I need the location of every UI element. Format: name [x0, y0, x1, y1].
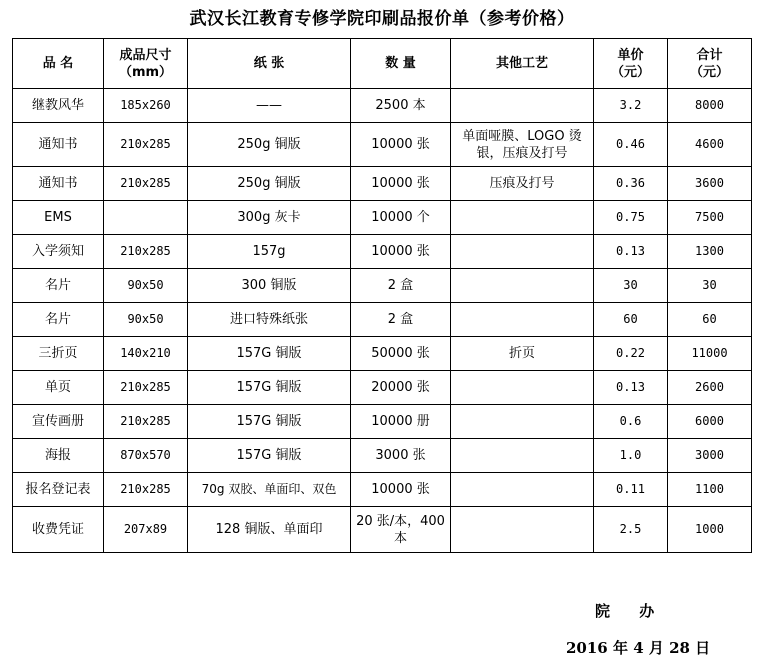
- header-name: 品 名: [13, 39, 104, 89]
- cell-quantity: 2 盒: [351, 269, 451, 303]
- cell-process: [451, 405, 594, 439]
- cell-unit-price: 0.6: [594, 405, 668, 439]
- cell-quantity: 20 张/本，400 本: [351, 507, 451, 553]
- cell-unit-price: 1.0: [594, 439, 668, 473]
- cell-size: 140x210: [104, 337, 188, 371]
- cell-paper: 157G 铜版: [188, 371, 351, 405]
- table-row: [13, 89, 752, 123]
- cell-total: 4600: [668, 123, 752, 167]
- header-size: [104, 39, 188, 89]
- table-row: [13, 371, 752, 405]
- table-row: [13, 235, 752, 269]
- cell-name: 单页: [13, 371, 104, 405]
- cell-total: 3600: [668, 167, 752, 201]
- cell-name: 通知书: [13, 167, 104, 201]
- header-size-line2: （mm）: [118, 64, 173, 80]
- header-quantity: 数 量: [351, 39, 451, 89]
- cell-process: [451, 89, 594, 123]
- cell-size: 210x285: [104, 473, 188, 507]
- cell-quantity: 3000 张: [351, 439, 451, 473]
- cell-total: 6000: [668, 405, 752, 439]
- header-total: [668, 39, 752, 89]
- cell-name: 宣传画册: [13, 405, 104, 439]
- cell-unit-price: 0.36: [594, 167, 668, 201]
- cell-quantity: 10000 个: [351, 201, 451, 235]
- cell-total: 7500: [668, 201, 752, 235]
- cell-name: 海报: [13, 439, 104, 473]
- header-total-line1: 合计: [696, 47, 723, 63]
- cell-total: 60: [668, 303, 752, 337]
- cell-unit-price: 2.5: [594, 507, 668, 553]
- cell-name: 继教风华: [13, 89, 104, 123]
- cell-total: 1000: [668, 507, 752, 553]
- cell-process: [451, 235, 594, 269]
- cell-unit-price: 0.22: [594, 337, 668, 371]
- cell-paper: 157G 铜版: [188, 337, 351, 371]
- cell-total: 1100: [668, 473, 752, 507]
- cell-quantity: 10000 张: [351, 235, 451, 269]
- table-row: [13, 507, 752, 553]
- cell-size: 90x50: [104, 303, 188, 337]
- cell-unit-price: 60: [594, 303, 668, 337]
- cell-size: 210x285: [104, 235, 188, 269]
- cell-size: [104, 201, 188, 235]
- cell-unit-price: 3.2: [594, 89, 668, 123]
- cell-unit-price: 0.75: [594, 201, 668, 235]
- cell-paper: 300g 灰卡: [188, 201, 351, 235]
- cell-size: 90x50: [104, 269, 188, 303]
- cell-size: 870x570: [104, 439, 188, 473]
- cell-quantity: 10000 张: [351, 473, 451, 507]
- cell-paper: 250g 铜版: [188, 123, 351, 167]
- cell-process: 压痕及打号: [451, 167, 594, 201]
- cell-name: 报名登记表: [13, 473, 104, 507]
- cell-paper: ——: [188, 89, 351, 123]
- cell-paper: 300 铜版: [188, 269, 351, 303]
- cell-unit-price: 0.46: [594, 123, 668, 167]
- cell-total: 11000: [668, 337, 752, 371]
- cell-unit-price: 0.11: [594, 473, 668, 507]
- cell-total: 30: [668, 269, 752, 303]
- table-row: [13, 337, 752, 371]
- cell-name: 三折页: [13, 337, 104, 371]
- table-row: [13, 167, 752, 201]
- cell-name: 入学须知: [13, 235, 104, 269]
- cell-size: 210x285: [104, 371, 188, 405]
- cell-process: 折页: [451, 337, 594, 371]
- cell-quantity: 50000 张: [351, 337, 451, 371]
- cell-total: 2600: [668, 371, 752, 405]
- cell-total: 3000: [668, 439, 752, 473]
- table-row: [13, 439, 752, 473]
- cell-process: [451, 439, 594, 473]
- header-unit-price-line2: （元）: [610, 64, 650, 80]
- issue-date: 2016 年 4 月 28 日: [566, 639, 711, 657]
- cell-name: 通知书: [13, 123, 104, 167]
- cell-paper: 250g 铜版: [188, 167, 351, 201]
- cell-paper: 157g: [188, 235, 351, 269]
- document-title: 武汉长江教育专修学院印刷品报价单（参考价格）: [189, 9, 575, 29]
- cell-size: 210x285: [104, 405, 188, 439]
- cell-unit-price: 0.13: [594, 235, 668, 269]
- header-unit-price-line1: 单价: [617, 47, 644, 63]
- header-total-line2: （元）: [689, 64, 729, 80]
- cell-name: 名片: [13, 303, 104, 337]
- cell-process: 单面哑膜、LOGO 烫银，压痕及打号: [451, 123, 594, 167]
- table-row: [13, 303, 752, 337]
- table-row: [13, 123, 752, 167]
- cell-size: 185x260: [104, 89, 188, 123]
- cell-paper: 157G 铜版: [188, 439, 351, 473]
- header-paper: 纸 张: [188, 39, 351, 89]
- cell-paper: 157G 铜版: [188, 405, 351, 439]
- cell-unit-price: 30: [594, 269, 668, 303]
- cell-quantity: 2 盒: [351, 303, 451, 337]
- cell-size: 210x285: [104, 167, 188, 201]
- table-row: [13, 473, 752, 507]
- cell-quantity: 10000 张: [351, 167, 451, 201]
- table-row: [13, 405, 752, 439]
- cell-process: [451, 507, 594, 553]
- cell-size: 210x285: [104, 123, 188, 167]
- cell-paper: 128 铜版、单面印: [188, 507, 351, 553]
- cell-quantity: 10000 册: [351, 405, 451, 439]
- cell-total: 1300: [668, 235, 752, 269]
- cell-quantity: 10000 张: [351, 123, 451, 167]
- table-row: [13, 201, 752, 235]
- cell-process: [451, 303, 594, 337]
- header-process: 其他工艺: [451, 39, 594, 89]
- cell-process: [451, 371, 594, 405]
- cell-process: [451, 201, 594, 235]
- cell-name: EMS: [13, 201, 104, 235]
- cell-size: 207x89: [104, 507, 188, 553]
- cell-paper: 进口特殊纸张: [188, 303, 351, 337]
- header-unit-price: [594, 39, 668, 89]
- cell-process: [451, 269, 594, 303]
- cell-name: 名片: [13, 269, 104, 303]
- cell-paper: 70g 双胶、单面印、双色: [188, 473, 351, 507]
- cell-total: 8000: [668, 89, 752, 123]
- table-row: [13, 269, 752, 303]
- cell-unit-price: 0.13: [594, 371, 668, 405]
- cell-quantity: 2500 本: [351, 89, 451, 123]
- cell-name: 收费凭证: [13, 507, 104, 553]
- cell-quantity: 20000 张: [351, 371, 451, 405]
- cell-process: [451, 473, 594, 507]
- table-header-row: [13, 39, 752, 89]
- header-size-line1: 成品尺寸: [119, 47, 172, 63]
- issuing-office: 院 办: [595, 602, 667, 620]
- quote-table: [12, 38, 752, 553]
